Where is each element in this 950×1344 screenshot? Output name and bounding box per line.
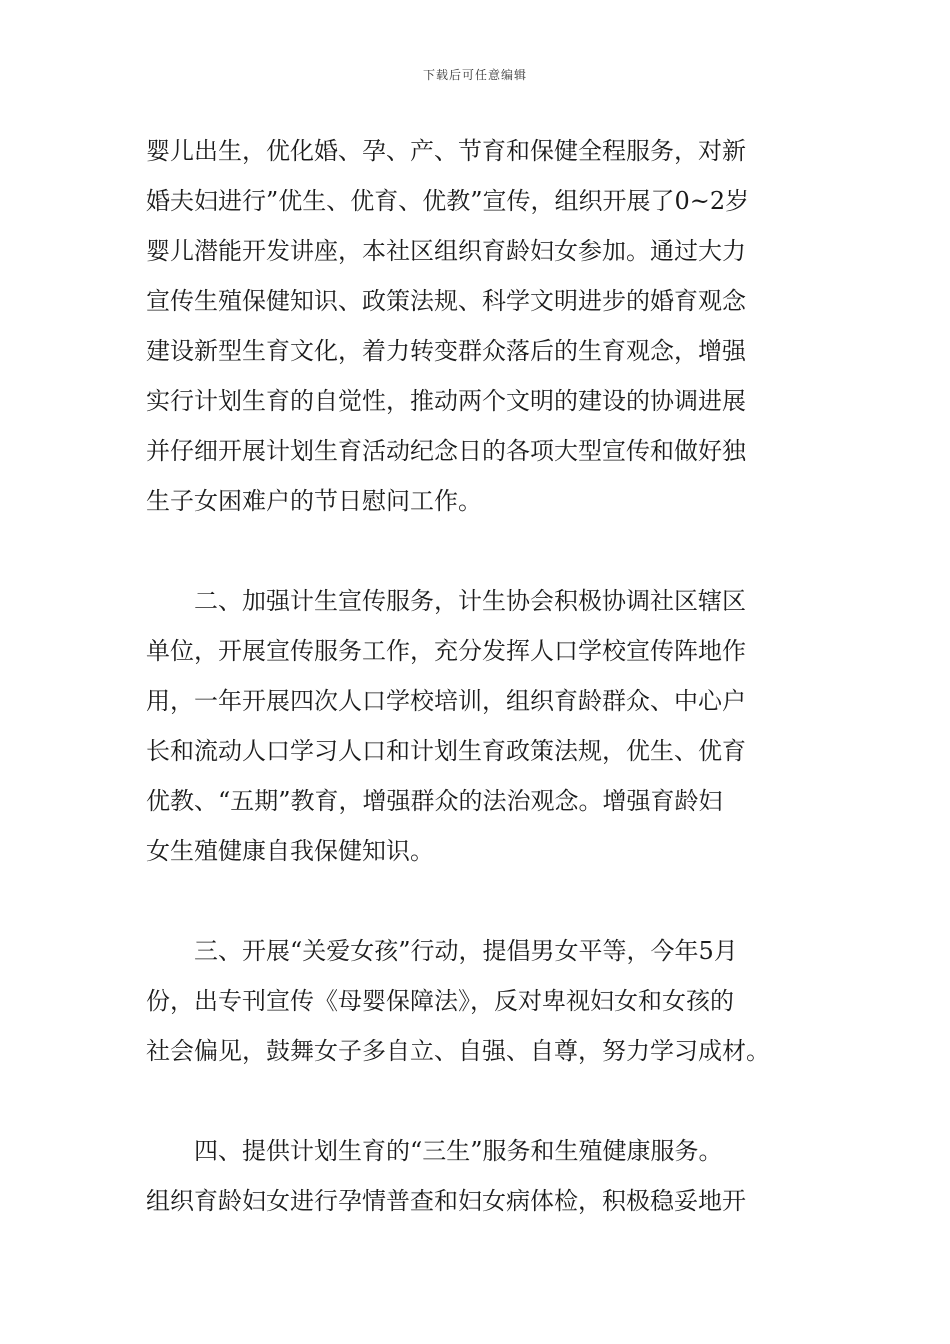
paragraph-2: [146, 576, 818, 876]
text-line: 优教、“五期”教育，增强群众的法治观念。增强育龄妇: [146, 787, 723, 815]
text-line: 生子女困难户的节日慰问工作。: [146, 487, 482, 515]
text-line: 份，出专刊宣传《母婴保障法》，反对卑视妇女和女孩的: [146, 987, 734, 1015]
text-line: 女生殖健康自我保健知识。: [146, 837, 434, 865]
text-line: 组织育龄妇女进行孕情普查和妇女病体检，积极稳妥地开: [146, 1187, 746, 1215]
text-line: 宣传生殖保健知识、政策法规、科学文明进步的婚育观念: [146, 287, 746, 315]
text-line: 用，一年开展四次人口学校培训，组织育龄群众、中心户: [146, 687, 746, 715]
paragraph-3: [146, 926, 818, 1076]
paragraph-1: [146, 126, 818, 526]
page-header: 下载后可任意编辑: [422, 68, 527, 82]
text-line: 婴儿出生，优化婚、孕、产、节育和保健全程服务，对新: [146, 137, 746, 165]
text-line: 建设新型生育文化，着力转变群众落后的生育观念，增强: [146, 337, 746, 365]
paragraph-spacer: [146, 1076, 818, 1126]
document-body: [146, 126, 818, 1226]
text-line: 并仔细开展计划生育活动纪念日的各项大型宣传和做好独: [146, 437, 746, 465]
paragraph-4: [146, 1126, 818, 1226]
text-line: 二、加强计生宣传服务，计生协会积极协调社区辖区: [194, 587, 746, 615]
paragraph-spacer: [146, 876, 818, 926]
text-line: 单位，开展宣传服务工作，充分发挥人口学校宣传阵地作: [146, 637, 746, 665]
text-line: 婴儿潜能开发讲座，本社区组织育龄妇女参加。通过大力: [146, 237, 746, 265]
text-line: 婚夫妇进行”优生、优育、优教”宣传，组织开展了0~2岁: [146, 187, 750, 215]
text-line: 四、提供计划生育的“三生”服务和生殖健康服务。: [194, 1137, 723, 1165]
text-line: 实行计划生育的自觉性，推动两个文明的建设的协调进展: [146, 387, 746, 415]
text-line: 三、开展“关爱女孩”行动，提倡男女平等，今年5月: [194, 937, 738, 965]
paragraph-spacer: [146, 526, 818, 576]
text-line: 长和流动人口学习人口和计划生育政策法规，优生、优育: [146, 737, 746, 765]
text-line: 社会偏见，鼓舞女子多自立、自强、自尊，努力学习成材。: [146, 1037, 770, 1065]
